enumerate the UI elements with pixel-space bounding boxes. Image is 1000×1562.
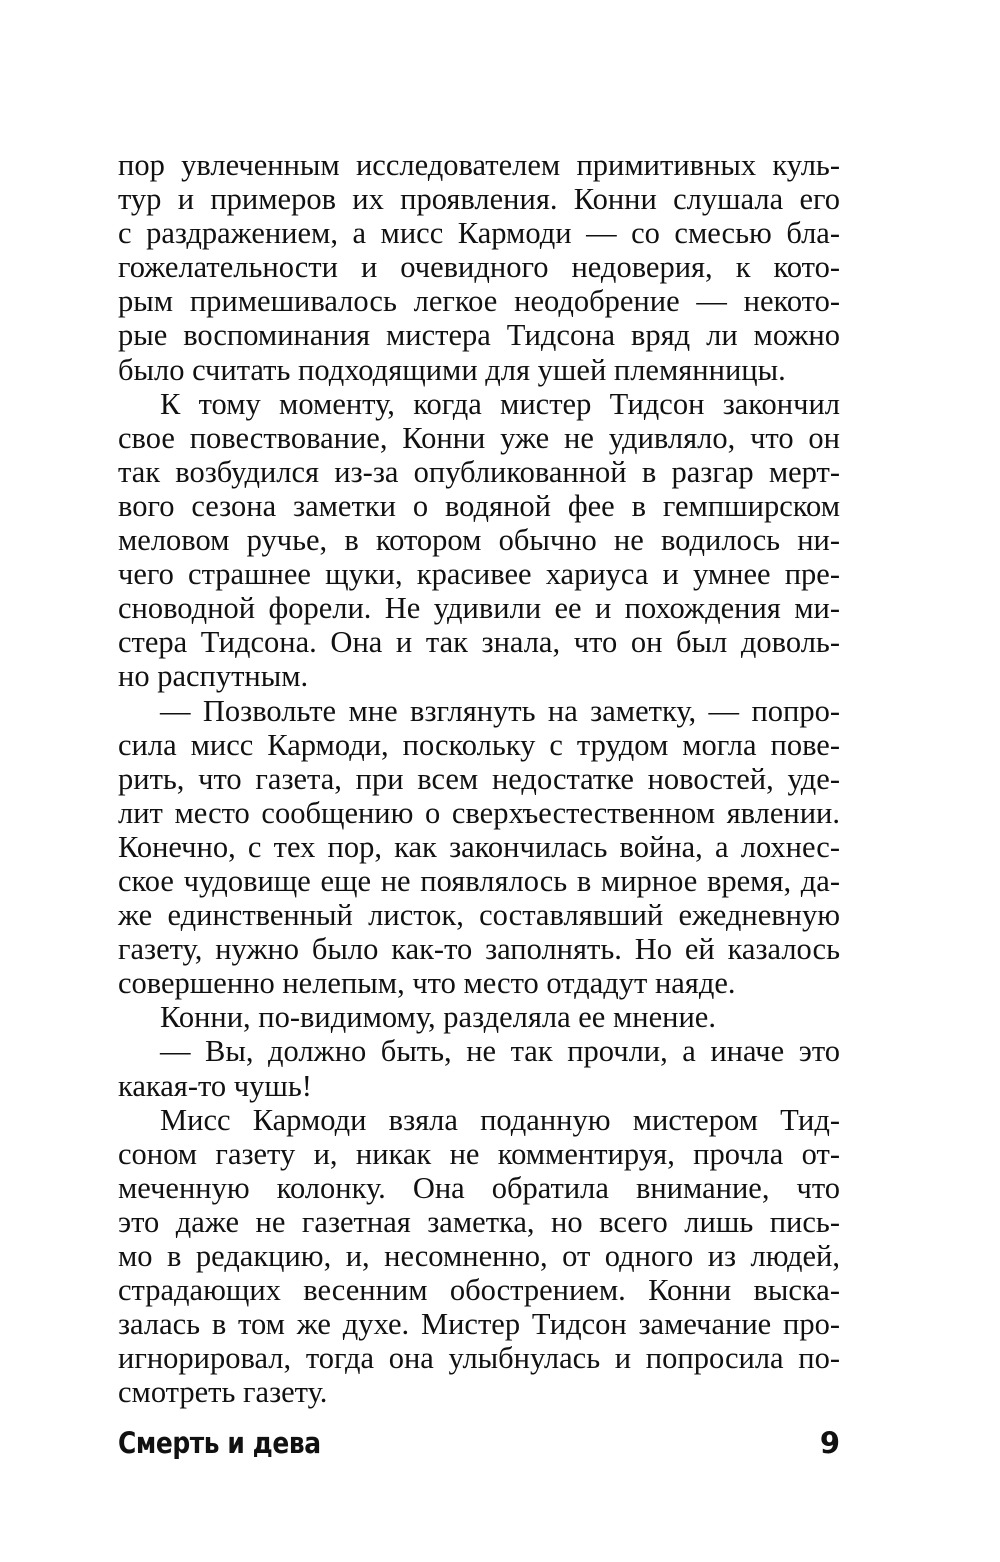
text-line: — Позвольте мне взглянуть на заметку, — попро- [160, 693, 840, 728]
text-line: К тому моменту, когда мистер Тидсон закончил [160, 386, 840, 421]
text-line: пор увлеченным исследователем примитивных куль- [118, 148, 840, 182]
text-line: это даже не газетная заметка, но всего лишь пись- [118, 1204, 840, 1239]
text-line: так возбудился из-за опубликованной в разгар мерт- [118, 454, 840, 489]
page-footer [118, 1426, 840, 1466]
text-line: рить, что газета, при всем недостатке новостей, уде- [118, 761, 840, 796]
text-line: но распутным. [118, 659, 309, 694]
text-line: смотреть газету. [118, 1375, 328, 1410]
text-line: Конни, по-видимому, разделяла ее мнение. [160, 1000, 716, 1035]
text-line: рые воспоминания мистера Тидсона вряд ли можно [118, 318, 840, 353]
body-text [118, 148, 840, 1409]
text-line: свое повествование, Конни уже не удивляло, что он [118, 420, 840, 455]
text-line: с раздражением, а мисс Кармоди — со смесью бла- [118, 216, 840, 251]
text-line: страдающих весенним обострением. Конни выска- [118, 1273, 840, 1308]
text-line: меченную колонку. Она обратила внимание, что [118, 1170, 840, 1205]
text-line: чего страшнее щуки, красивее хариуса и умнее пре- [118, 557, 840, 592]
text-line: сила мисс Кармоди, поскольку с трудом могла пове- [118, 727, 840, 762]
text-line: вого сезона заметки о водяной фее в гемпширском [118, 488, 840, 523]
text-line: стера Тидсона. Она и так знала, что он был доволь- [118, 625, 840, 660]
text-line: мо в редакцию, и, несомненно, от одного из людей, [118, 1239, 840, 1273]
running-title: Смерть и дева [118, 1426, 321, 1460]
text-line: газету, нужно было как-то заполнять. Но ей казалось [118, 932, 840, 967]
text-line: Мисс Кармоди взяла поданную мистером Тид- [160, 1102, 840, 1137]
text-line: какая-то чушь! [118, 1068, 312, 1103]
text-line: игнорировал, тогда она улыбнулась и попросила по- [118, 1341, 840, 1376]
text-line: Конечно, с тех пор, как закончилась война, а лохнес- [118, 829, 840, 864]
text-line: было считать подходящими для ушей племянницы. [118, 352, 786, 387]
page-number: 9 [819, 1426, 840, 1460]
text-line: залась в том же духе. Мистер Тидсон замечание про- [118, 1307, 840, 1342]
text-line: меловом ручье, в котором обычно не водилось ни- [118, 523, 840, 558]
text-line: рым примешивалось легкое неодобрение — некото- [118, 284, 840, 319]
text-line: ское чудовище еще не появлялось в мирное время, да- [118, 863, 840, 898]
text-line: же единственный листок, составлявший ежедневную [118, 898, 840, 933]
text-line: совершенно нелепым, что место отдадут наяде. [118, 966, 736, 1001]
text-line: лит место сообщению о сверхъестественном явлении. [118, 795, 840, 830]
text-line: сноводной форели. Не удивили ее и похождения ми- [118, 591, 840, 626]
text-line: тур и примеров их проявления. Конни слушала его [118, 182, 840, 217]
text-line: гожелательности и очевидного недоверия, к кото- [118, 250, 840, 285]
text-line: соном газету и, никак не комментируя, прочла от- [118, 1136, 840, 1171]
text-line: — Вы, должно быть, не так прочли, а иначе это [160, 1034, 840, 1069]
